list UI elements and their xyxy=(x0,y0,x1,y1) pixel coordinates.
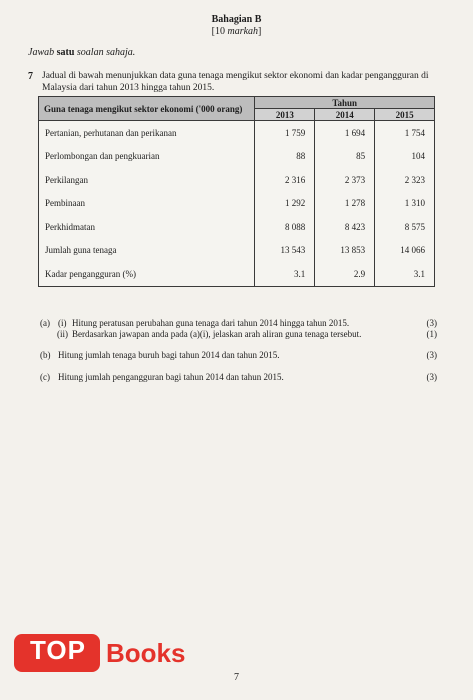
subq-b-mark: (3) xyxy=(426,350,437,360)
subq-b-label: (b) xyxy=(40,350,51,360)
table-cell: 2.9 xyxy=(315,262,375,286)
topbooks-logo xyxy=(14,628,192,676)
table-cell: 14 066 xyxy=(375,239,435,263)
section-title: Bahagian B xyxy=(211,14,262,25)
subq-a-i-text: Hitung peratusan perubahan guna tenaga dari tahun 2014 hingga tahun 2015. xyxy=(72,318,350,328)
table-cell: 8 575 xyxy=(375,215,435,239)
table-cell: 3.1 xyxy=(375,262,435,286)
subq-c-label: (c) xyxy=(40,372,50,382)
sector-label: Perkhidmatan xyxy=(39,215,255,239)
table-cell: 1 754 xyxy=(375,121,435,145)
question-text: Jadual di bawah menunjukkan data guna tenaga mengikut sektor ekonomi dan kadar pengangguran di Malaysia dari tahun 2013 hingga tahun 2015. xyxy=(42,71,429,93)
marks-close: ] xyxy=(258,26,262,37)
instruction-bold: satu xyxy=(56,47,75,58)
table-cell: 2 323 xyxy=(375,168,435,192)
marks-open: [10 xyxy=(211,26,228,37)
subq-b-text: Hitung jumlah tenaga buruh bagi tahun 2014 dan tahun 2015. xyxy=(58,350,280,360)
table-cell: 1 278 xyxy=(315,192,375,216)
section-marks xyxy=(0,26,473,37)
subq-a-i-mark: (3) xyxy=(426,318,437,328)
sector-label: Perlombongan dan pengkuarian xyxy=(39,145,255,169)
sector-label: Kadar pengangguran (%) xyxy=(39,262,255,286)
table-row xyxy=(39,215,435,239)
table-cell: 2 373 xyxy=(315,168,375,192)
year-header: 2013 xyxy=(255,109,315,121)
employment-table xyxy=(38,96,435,287)
table-cell: 104 xyxy=(375,145,435,169)
table-row-header: Guna tenaga mengikut sektor ekonomi ('000 orang) xyxy=(39,97,255,121)
table-row xyxy=(39,192,435,216)
logo-word-top: TOP xyxy=(30,635,86,665)
sector-label: Pertanian, perhutanan dan perikanan xyxy=(39,121,255,145)
table-cell: 8 423 xyxy=(315,215,375,239)
table-row xyxy=(39,168,435,192)
subq-a-ii-label: (ii) xyxy=(57,329,68,339)
table-cell: 13 853 xyxy=(315,239,375,263)
table-cell: 2 316 xyxy=(255,168,315,192)
table-row xyxy=(39,239,435,263)
table-cell: 3.1 xyxy=(255,262,315,286)
year-header: 2015 xyxy=(375,109,435,121)
table-cell: 88 xyxy=(255,145,315,169)
subq-a-i-label: (i) xyxy=(58,318,67,328)
table-group-header: Tahun xyxy=(255,97,435,109)
year-header: 2014 xyxy=(315,109,375,121)
table-cell: 8 088 xyxy=(255,215,315,239)
table-row xyxy=(39,121,435,145)
instruction-post: soalan sahaja. xyxy=(74,47,136,58)
table-cell: 1 310 xyxy=(375,192,435,216)
subq-c-text: Hitung jumlah pengangguran bagi tahun 2014 dan tahun 2015. xyxy=(58,372,284,382)
page-number: 7 xyxy=(234,672,239,683)
table-row xyxy=(39,262,435,286)
subq-a-ii-text: Berdasarkan jawapan anda pada (a)(i), jelaskan arah aliran guna tenaga tersebut. xyxy=(72,329,362,339)
question-number: 7 xyxy=(28,71,33,82)
instruction xyxy=(28,47,135,58)
table-cell: 1 759 xyxy=(255,121,315,145)
subq-a-label: (a) xyxy=(40,318,50,328)
sector-label: Pembinaan xyxy=(39,192,255,216)
table-row xyxy=(39,145,435,169)
marks-word: markah xyxy=(227,26,259,37)
table-cell: 1 694 xyxy=(315,121,375,145)
subq-a-ii-mark: (1) xyxy=(426,329,437,339)
table-cell: 85 xyxy=(315,145,375,169)
instruction-pre: Jawab xyxy=(28,47,57,58)
logo-word-books: Books xyxy=(106,638,186,668)
subq-c-mark: (3) xyxy=(426,372,437,382)
sector-label: Jumlah guna tenaga xyxy=(39,239,255,263)
sector-label: Perkilangan xyxy=(39,168,255,192)
table-cell: 13 543 xyxy=(255,239,315,263)
table-cell: 1 292 xyxy=(255,192,315,216)
